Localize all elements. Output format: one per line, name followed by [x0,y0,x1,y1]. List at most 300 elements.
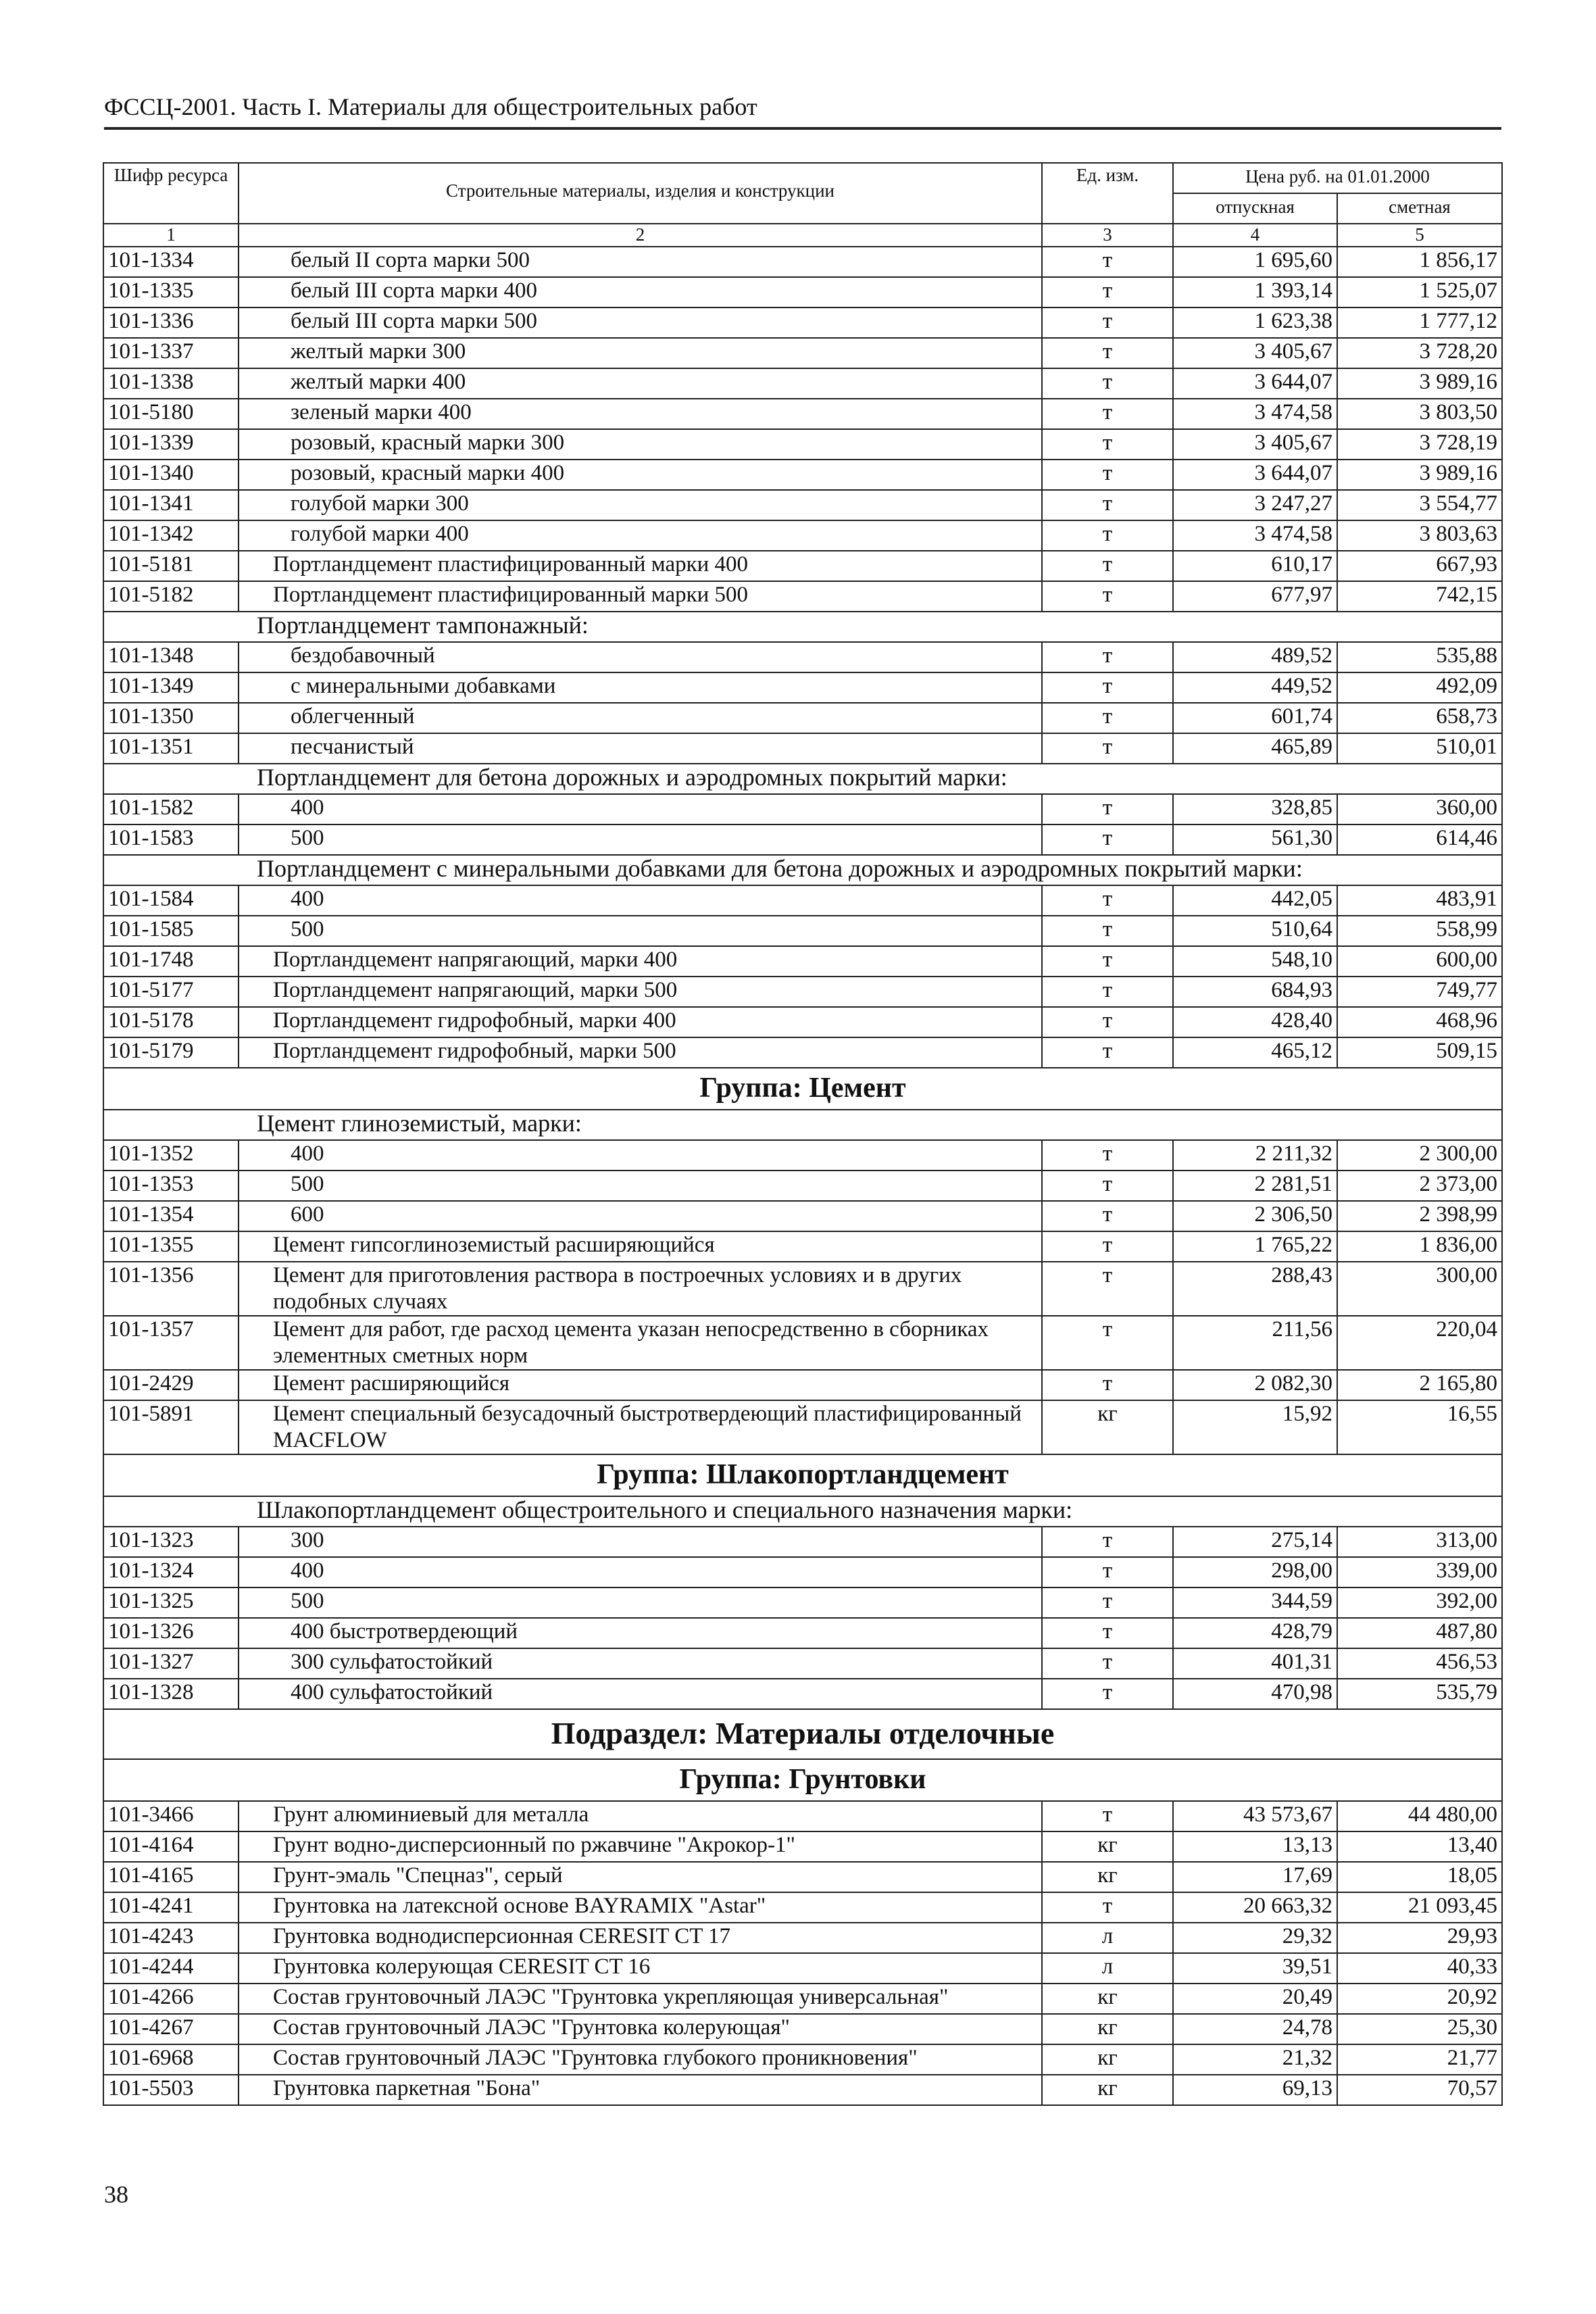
resource-code: 101-5182 [103,581,239,612]
release-price: 288,43 [1173,1262,1337,1316]
material-name: Грунт алюминиевый для металла [239,1801,1042,1831]
material-name: Портландцемент пластифицированный марки 500 [239,581,1042,612]
release-price: 561,30 [1173,824,1337,855]
material-name: 300 [239,1527,1042,1557]
table-row [103,1140,1502,1171]
table-row [103,642,1502,672]
resource-code: 101-1355 [103,1231,239,1262]
estimate-price: 600,00 [1337,946,1502,977]
col-name-header: Строительные материалы, изделия и конструкции [239,163,1042,224]
col-code-header: Шифр ресурса [103,163,239,224]
table-row [103,1831,1502,1862]
release-price: 442,05 [1173,885,1337,916]
unit: т [1042,307,1173,338]
release-price: 69,13 [1173,2075,1337,2105]
material-name: Портландцемент гидрофобный, марки 500 [239,1037,1042,1068]
unit: л [1042,1953,1173,1984]
material-name: бездобавочный [239,642,1042,672]
estimate-price: 749,77 [1337,977,1502,1007]
estimate-price: 456,53 [1337,1648,1502,1679]
material-name: желтый марки 400 [239,368,1042,399]
page-number: 38 [104,2181,128,2208]
material-name: 400 [239,1557,1042,1587]
unit: т [1042,1587,1173,1618]
unit: т [1042,1527,1173,1557]
release-price: 328,85 [1173,794,1337,824]
material-name: Цемент гипсоглиноземистый расширяющийся [239,1231,1042,1262]
release-price: 465,89 [1173,733,1337,764]
material-name: 400 [239,885,1042,916]
table-row [103,824,1502,855]
estimate-price: 3 989,16 [1337,368,1502,399]
estimate-price: 40,33 [1337,1953,1502,1984]
table-row [103,733,1502,764]
material-name: Портландцемент пластифицированный марки 400 [239,551,1042,581]
unit: т [1042,977,1173,1007]
unit: т [1042,1648,1173,1679]
material-name: 500 [239,1587,1042,1618]
resource-code: 101-5181 [103,551,239,581]
estimate-price: 21 093,45 [1337,1892,1502,1923]
resource-code: 101-1584 [103,885,239,916]
release-price: 275,14 [1173,1527,1337,1557]
release-price: 2 281,51 [1173,1171,1337,1201]
subgroup-row [103,612,1502,642]
table-row [103,1557,1502,1587]
resource-code: 101-4241 [103,1892,239,1923]
release-price: 510,64 [1173,916,1337,946]
estimate-price: 16,55 [1337,1400,1502,1454]
resource-code: 101-1352 [103,1140,239,1171]
unit: т [1042,1037,1173,1068]
resource-code: 101-1354 [103,1201,239,1231]
unit: т [1042,1679,1173,1709]
material-name: Цемент для работ, где расход цемента указан непосредственно в сборниках элементных сметных норм [239,1316,1042,1370]
estimate-price: 220,04 [1337,1316,1502,1370]
unit: т [1042,277,1173,307]
resource-code: 101-1342 [103,520,239,551]
material-name: Состав грунтовочный ЛАЭС "Грунтовка укрепляющая универсальная" [239,1984,1042,2014]
col-num: 4 [1173,224,1337,247]
table-row [103,1618,1502,1648]
material-name: желтый марки 300 [239,338,1042,368]
estimate-price: 1 525,07 [1337,277,1502,307]
page-header: ФССЦ-2001. Часть I. Материалы для общестроительных работ [104,91,1501,130]
table-row [103,277,1502,307]
table-row [103,307,1502,338]
subgroup-title: Портландцемент для бетона дорожных и аэродромных покрытий марки: [103,764,1502,794]
group-title: Группа: Цемент [103,1068,1502,1110]
resource-code: 101-1356 [103,1262,239,1316]
table-row [103,1007,1502,1037]
estimate-price: 300,00 [1337,1262,1502,1316]
table-row [103,1892,1502,1923]
estimate-price: 742,15 [1337,581,1502,612]
unit: т [1042,794,1173,824]
unit: кг [1042,1984,1173,2014]
release-price: 13,13 [1173,1831,1337,1862]
resource-code: 101-1335 [103,277,239,307]
release-price: 401,31 [1173,1648,1337,1679]
resource-code: 101-1323 [103,1527,239,1557]
resource-code: 101-1340 [103,460,239,490]
material-name: Грунтовка воднодисперсионная CERESIT CT 17 [239,1923,1042,1953]
table-row [103,794,1502,824]
unit: кг [1042,2014,1173,2044]
material-name: Грунт-эмаль "Спецназ", серый [239,1862,1042,1892]
estimate-price: 509,15 [1337,1037,1502,1068]
release-price: 601,74 [1173,703,1337,733]
unit: т [1042,1201,1173,1231]
material-name: 400 сульфатостойкий [239,1679,1042,1709]
resource-code: 101-1349 [103,672,239,703]
resource-code: 101-6968 [103,2044,239,2075]
table-row [103,1679,1502,1709]
material-name: Портландцемент гидрофобный, марки 400 [239,1007,1042,1037]
release-price: 3 405,67 [1173,429,1337,460]
unit: т [1042,551,1173,581]
col-num: 1 [103,224,239,247]
material-name: песчанистый [239,733,1042,764]
unit: т [1042,1618,1173,1648]
table-row [103,551,1502,581]
resource-code: 101-5178 [103,1007,239,1037]
resource-code: 101-1348 [103,642,239,672]
material-name: белый II сорта марки 500 [239,247,1042,277]
unit: т [1042,946,1173,977]
resource-code: 101-4266 [103,1984,239,2014]
table-row [103,2014,1502,2044]
table-row [103,1953,1502,1984]
estimate-price: 1 856,17 [1337,247,1502,277]
subgroup-row [103,1110,1502,1140]
material-name: Грунтовка паркетная "Бона" [239,2075,1042,2105]
release-price: 2 082,30 [1173,1370,1337,1400]
unit: т [1042,916,1173,946]
unit: кг [1042,2075,1173,2105]
resource-code: 101-1339 [103,429,239,460]
material-name: Грунтовка колерующая CERESIT CT 16 [239,1953,1042,1984]
table-row [103,1527,1502,1557]
unit: т [1042,581,1173,612]
header-row [103,163,1502,193]
material-name: Грунт водно-дисперсионный по ржавчине "Акрокор-1" [239,1831,1042,1862]
table-row [103,1587,1502,1618]
release-price: 1 623,38 [1173,307,1337,338]
group-title: Группа: Шлакопортландцемент [103,1454,1502,1496]
material-name: 500 [239,1171,1042,1201]
release-price: 3 405,67 [1173,338,1337,368]
release-price: 449,52 [1173,672,1337,703]
release-price: 470,98 [1173,1679,1337,1709]
table-row [103,2044,1502,2075]
estimate-price: 70,57 [1337,2075,1502,2105]
table-row [103,399,1502,429]
column-number-row [103,224,1502,247]
col-unit-header: Ед. изм. [1042,163,1173,224]
estimate-price: 492,09 [1337,672,1502,703]
estimate-price: 487,80 [1337,1618,1502,1648]
subgroup-title: Цемент глиноземистый, марки: [103,1110,1502,1140]
unit: т [1042,733,1173,764]
material-name: розовый, красный марки 300 [239,429,1042,460]
table-row [103,1201,1502,1231]
material-name: Портландцемент напрягающий, марки 500 [239,977,1042,1007]
estimate-price: 3 554,77 [1337,490,1502,520]
estimate-price: 2 373,00 [1337,1171,1502,1201]
unit: т [1042,368,1173,399]
table-row [103,2075,1502,2105]
release-price: 24,78 [1173,2014,1337,2044]
unit: т [1042,824,1173,855]
unit: т [1042,1171,1173,1201]
estimate-price: 18,05 [1337,1862,1502,1892]
release-price: 489,52 [1173,642,1337,672]
material-name: розовый, красный марки 400 [239,460,1042,490]
table-row [103,1037,1502,1068]
table-row [103,429,1502,460]
release-price: 1 695,60 [1173,247,1337,277]
release-price: 3 474,58 [1173,399,1337,429]
estimate-price: 3 989,16 [1337,460,1502,490]
table-row [103,1984,1502,2014]
table-row [103,977,1502,1007]
resource-code: 101-1328 [103,1679,239,1709]
resource-code: 101-1324 [103,1557,239,1587]
resource-code: 101-1325 [103,1587,239,1618]
group-row [103,1759,1502,1801]
estimate-price: 13,40 [1337,1831,1502,1862]
material-name: белый III сорта марки 400 [239,277,1042,307]
col-release-header: отпускная [1173,193,1337,224]
table-row [103,1923,1502,1953]
material-name: зеленый марки 400 [239,399,1042,429]
resource-code: 101-1353 [103,1171,239,1201]
unit: т [1042,1140,1173,1171]
table-row [103,946,1502,977]
unit: т [1042,1557,1173,1587]
release-price: 677,97 [1173,581,1337,612]
table-row [103,1171,1502,1201]
estimate-price: 29,93 [1337,1923,1502,1953]
estimate-price: 21,77 [1337,2044,1502,2075]
material-name: Цемент расширяющийся [239,1370,1042,1400]
col-num: 5 [1337,224,1502,247]
table-row [103,885,1502,916]
estimate-price: 1 836,00 [1337,1231,1502,1262]
unit: т [1042,338,1173,368]
estimate-price: 468,96 [1337,1007,1502,1037]
resource-code: 101-1350 [103,703,239,733]
unit: т [1042,672,1173,703]
unit: кг [1042,1862,1173,1892]
material-name: Состав грунтовочный ЛАЭС "Грунтовка глубокого проникновения" [239,2044,1042,2075]
table-row [103,1862,1502,1892]
resource-code: 101-5503 [103,2075,239,2105]
estimate-price: 2 300,00 [1337,1140,1502,1171]
resource-code: 101-1327 [103,1648,239,1679]
resource-code: 101-3466 [103,1801,239,1831]
release-price: 21,32 [1173,2044,1337,2075]
material-name: Цемент специальный безусадочный быстротвердеющий пластифицированный MACFLOW [239,1400,1042,1454]
table-row [103,1262,1502,1316]
table-row [103,368,1502,399]
release-price: 428,79 [1173,1618,1337,1648]
unit: т [1042,1262,1173,1316]
group-title: Группа: Грунтовки [103,1759,1502,1801]
estimate-price: 25,30 [1337,2014,1502,2044]
subgroup-title: Портландцемент тампонажный: [103,612,1502,642]
unit: кг [1042,1831,1173,1862]
unit: т [1042,1231,1173,1262]
unit: т [1042,1892,1173,1923]
release-price: 3 474,58 [1173,520,1337,551]
table-row [103,247,1502,277]
table-row [103,490,1502,520]
resource-code: 101-4244 [103,1953,239,1984]
estimate-price: 44 480,00 [1337,1801,1502,1831]
price-table [103,162,1503,2106]
subgroup-row [103,1496,1502,1527]
material-name: голубой марки 400 [239,520,1042,551]
estimate-price: 614,46 [1337,824,1502,855]
table-row [103,1231,1502,1262]
table-row [103,1316,1502,1370]
estimate-price: 2 165,80 [1337,1370,1502,1400]
estimate-price: 667,93 [1337,551,1502,581]
material-name: с минеральными добавками [239,672,1042,703]
col-num: 3 [1042,224,1173,247]
release-price: 2 211,32 [1173,1140,1337,1171]
material-name: 400 [239,1140,1042,1171]
resource-code: 101-1338 [103,368,239,399]
table-row [103,460,1502,490]
unit: т [1042,399,1173,429]
col-price-header: Цена руб. на 01.01.2000 [1173,163,1502,193]
resource-code: 101-4164 [103,1831,239,1862]
material-name: облегченный [239,703,1042,733]
estimate-price: 313,00 [1337,1527,1502,1557]
unit: л [1042,1923,1173,1953]
unit: т [1042,1801,1173,1831]
resource-code: 101-1748 [103,946,239,977]
section-title: Подраздел: Материалы отделочные [103,1709,1502,1759]
estimate-price: 1 777,12 [1337,307,1502,338]
col-estimate-header: сметная [1337,193,1502,224]
estimate-price: 3 803,50 [1337,399,1502,429]
table-row [103,703,1502,733]
release-price: 344,59 [1173,1587,1337,1618]
estimate-price: 3 803,63 [1337,520,1502,551]
resource-code: 101-1326 [103,1618,239,1648]
estimate-price: 535,79 [1337,1679,1502,1709]
table-row [103,1400,1502,1454]
subgroup-title: Портландцемент с минеральными добавками для бетона дорожных и аэродромных покрытий марки: [103,855,1502,885]
resource-code: 101-1351 [103,733,239,764]
material-name: Грунтовка на латексной основе BAYRAMIX "Astar" [239,1892,1042,1923]
release-price: 3 644,07 [1173,460,1337,490]
unit: т [1042,703,1173,733]
resource-code: 101-4267 [103,2014,239,2044]
resource-code: 101-4165 [103,1862,239,1892]
release-price: 2 306,50 [1173,1201,1337,1231]
release-price: 3 247,27 [1173,490,1337,520]
estimate-price: 3 728,19 [1337,429,1502,460]
release-price: 1 765,22 [1173,1231,1337,1262]
release-price: 1 393,14 [1173,277,1337,307]
resource-code: 101-5179 [103,1037,239,1068]
material-name: 500 [239,824,1042,855]
section-row [103,1709,1502,1759]
table-row [103,1648,1502,1679]
table-row [103,1801,1502,1831]
release-price: 684,93 [1173,977,1337,1007]
resource-code: 101-1334 [103,247,239,277]
release-price: 3 644,07 [1173,368,1337,399]
release-price: 20,49 [1173,1984,1337,2014]
estimate-price: 510,01 [1337,733,1502,764]
material-name: 600 [239,1201,1042,1231]
unit: т [1042,520,1173,551]
estimate-price: 558,99 [1337,916,1502,946]
material-name: голубой марки 300 [239,490,1042,520]
resource-code: 101-1341 [103,490,239,520]
material-name: Состав грунтовочный ЛАЭС "Грунтовка колерующая" [239,2014,1042,2044]
material-name: белый III сорта марки 500 [239,307,1042,338]
estimate-price: 20,92 [1337,1984,1502,2014]
table-row [103,916,1502,946]
release-price: 17,69 [1173,1862,1337,1892]
material-name: 300 сульфатостойкий [239,1648,1042,1679]
estimate-price: 658,73 [1337,703,1502,733]
release-price: 29,32 [1173,1923,1337,1953]
release-price: 548,10 [1173,946,1337,977]
resource-code: 101-2429 [103,1370,239,1400]
resource-code: 101-1357 [103,1316,239,1370]
subgroup-row [103,764,1502,794]
resource-code: 101-5891 [103,1400,239,1454]
unit: т [1042,885,1173,916]
unit: т [1042,642,1173,672]
unit: кг [1042,2044,1173,2075]
resource-code: 101-4243 [103,1923,239,1953]
unit: кг [1042,1400,1173,1454]
material-name: Цемент для приготовления раствора в построечных условиях и в других подобных случаях [239,1262,1042,1316]
material-name: 500 [239,916,1042,946]
estimate-price: 339,00 [1337,1557,1502,1587]
table-row [103,338,1502,368]
group-row [103,1454,1502,1496]
release-price: 428,40 [1173,1007,1337,1037]
estimate-price: 3 728,20 [1337,338,1502,368]
table-row [103,581,1502,612]
unit: т [1042,1007,1173,1037]
unit: т [1042,247,1173,277]
estimate-price: 2 398,99 [1337,1201,1502,1231]
resource-code: 101-1337 [103,338,239,368]
unit: т [1042,429,1173,460]
resource-code: 101-1582 [103,794,239,824]
subgroup-row [103,855,1502,885]
release-price: 15,92 [1173,1400,1337,1454]
col-num: 2 [239,224,1042,247]
resource-code: 101-1585 [103,916,239,946]
estimate-price: 483,91 [1337,885,1502,916]
table-row [103,672,1502,703]
subgroup-title: Шлакопортландцемент общестроительного и специального назначения марки: [103,1496,1502,1527]
unit: т [1042,460,1173,490]
unit: т [1042,1316,1173,1370]
